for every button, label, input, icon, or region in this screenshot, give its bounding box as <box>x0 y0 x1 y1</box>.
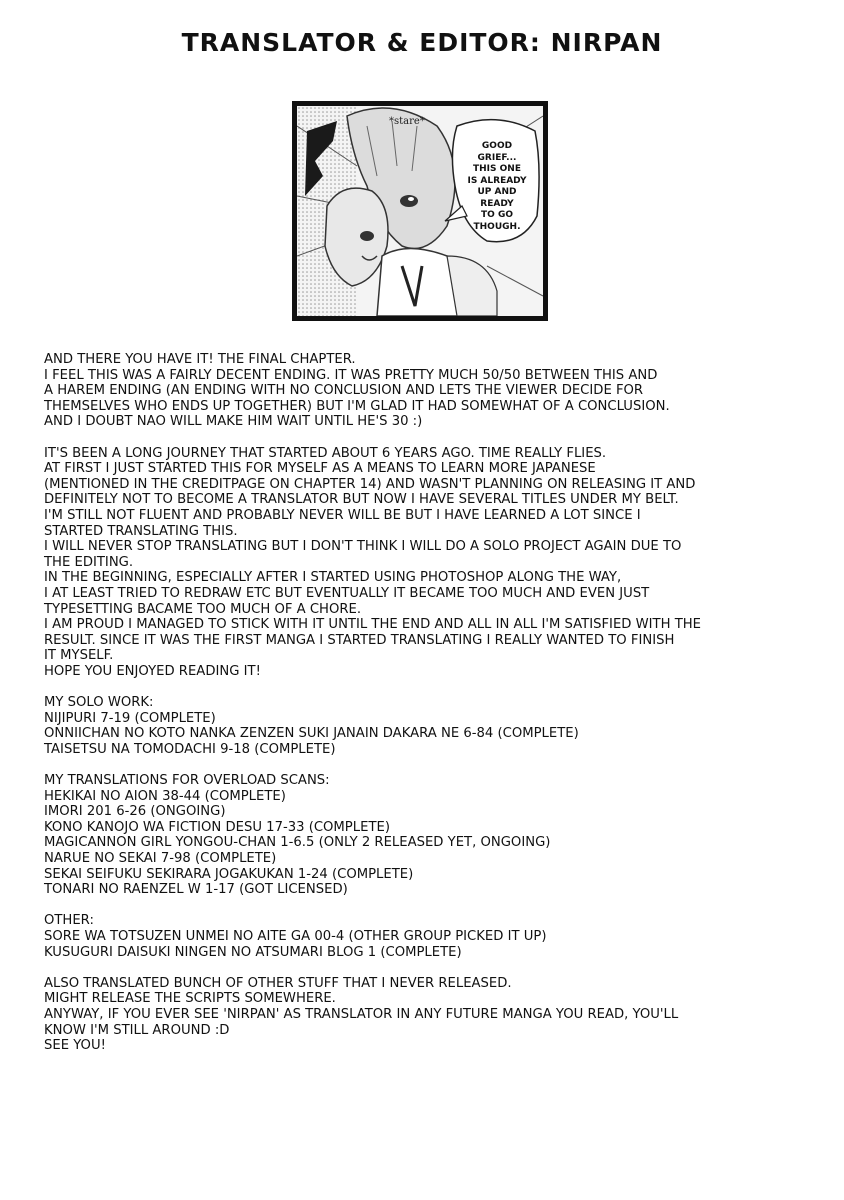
manga-panel-image <box>292 101 548 321</box>
text-line: I'M STILL NOT FLUENT AND PROBABLY NEVER WILL BE BUT I HAVE LEARNED A LOT SINCE I <box>44 507 641 523</box>
bubble-line: READY <box>480 198 514 209</box>
text-line: MAGICANNON GIRL YONGOU-CHAN 1-6.5 (ONLY 2 RELEASED YET, ONGOING) <box>44 835 551 851</box>
paragraph <box>44 976 824 1054</box>
text-line: DEFINITELY NOT TO BECOME A TRANSLATOR BUT NOW I HAVE SEVERAL TITLES UNDER MY BELT. <box>44 492 679 508</box>
text-line: MY TRANSLATIONS FOR OVERLOAD SCANS: <box>44 773 330 789</box>
text-line: HEKIKAI NO AION 38-44 (COMPLETE) <box>44 788 286 804</box>
text-line: THE EDITING. <box>44 554 134 570</box>
text-line: A HAREM ENDING (AN ENDING WITH NO CONCLUSION AND LETS THE VIEWER DECIDE FOR <box>44 383 644 399</box>
text-line: I AM PROUD I MANAGED TO STICK WITH IT UNTIL THE END AND ALL IN ALL I'M SATISFIED WITH THE <box>44 617 702 633</box>
text-line: AND THERE YOU HAVE IT! THE FINAL CHAPTER. <box>44 352 356 367</box>
text-line: STARTED TRANSLATING THIS. <box>44 523 238 539</box>
bubble-line: TO GO <box>481 210 513 220</box>
text-line: IT'S BEEN A LONG JOURNEY THAT STARTED ABOUT 6 YEARS AGO. TIME REALLY FLIES. <box>44 445 607 461</box>
text-line: (MENTIONED IN THE CREDITPAGE ON CHAPTER 14) AND WASN'T PLANNING ON RELEASING IT AND <box>44 476 696 492</box>
bubble-line: GOOD <box>481 141 513 151</box>
text-line: I AT LEAST TRIED TO REDRAW ETC BUT EVENTUALLY IT BECAME TOO MUCH AND EVEN JUST <box>44 585 650 601</box>
text-line: NARUE NO SEKAI 7-98 (COMPLETE) <box>44 851 277 866</box>
paragraph-gap <box>44 430 824 446</box>
text-line: NIJIPURI 7-19 (COMPLETE) <box>44 710 216 726</box>
text-line: TONARI NO RAENZEL W 1-17 (GOT LICENSED) <box>44 882 348 898</box>
sfx-stare: *stare* <box>389 116 425 127</box>
text-line: I WILL NEVER STOP TRANSLATING BUT I DON'T THINK I WILL DO A SOLO PROJECT AGAIN DUE TO <box>44 539 682 555</box>
bubble-line: IS ALREADY <box>467 175 527 186</box>
text-line: KUSUGURI DAISUKI NINGEN NO ATSUMARI BLOG 1 (COMPLETE) <box>44 944 462 960</box>
afterword-text <box>44 352 824 1054</box>
paragraph <box>44 352 824 430</box>
paragraph-gap <box>44 960 824 976</box>
paragraph <box>44 446 824 680</box>
paragraph-gap <box>44 757 824 773</box>
text-line: TYPESETTING BACAME TOO MUCH OF A CHORE. <box>44 601 362 617</box>
text-line: ONNIICHAN NO KOTO NANKA ZENZEN SUKI JANAIN DAKARA NE 6-84 (COMPLETE) <box>44 726 579 742</box>
paragraph <box>44 913 824 960</box>
text-line: SEE YOU! <box>44 1038 106 1054</box>
paragraph <box>44 695 824 757</box>
text-line: SORE WA TOTSUZEN UNMEI NO AITE GA 00-4 (OTHER GROUP PICKED IT UP) <box>44 928 547 944</box>
text-line: IN THE BEGINNING, ESPECIALLY AFTER I STARTED USING PHOTOSHOP ALONG THE WAY, <box>44 570 622 586</box>
text-line: TAISETSU NA TOMODACHI 9-18 (COMPLETE) <box>44 741 336 757</box>
paragraph <box>44 773 824 898</box>
text-line: ALSO TRANSLATED BUNCH OF OTHER STUFF THAT I NEVER RELEASED. <box>44 975 512 991</box>
text-line: IMORI 201 6-26 (ONGOING) <box>44 804 226 820</box>
bubble-line: THOUGH. <box>473 221 521 232</box>
text-line: SEKAI SEIFUKU SEKIRARA JOGAKUKAN 1-24 (COMPLETE) <box>44 866 414 882</box>
bubble-line: GRIEF... <box>477 152 517 163</box>
page-title: TRANSLATOR & EDITOR: NIRPAN <box>181 28 663 57</box>
text-line: AT FIRST I JUST STARTED THIS FOR MYSELF AS A MEANS TO LEARN MORE JAPANESE <box>44 461 596 477</box>
text-line: OTHER: <box>44 913 94 929</box>
text-line: IT MYSELF. <box>44 648 114 664</box>
paragraph-gap <box>44 898 824 914</box>
paragraph-gap <box>44 679 824 695</box>
speech-bubble <box>461 141 533 233</box>
text-line: AND I DOUBT NAO WILL MAKE HIM WAIT UNTIL HE'S 30 :) <box>44 414 423 430</box>
text-line: I FEEL THIS WAS A FAIRLY DECENT ENDING. IT WAS PRETTY MUCH 50/50 BETWEEN THIS AND <box>44 367 658 383</box>
text-line: MY SOLO WORK: <box>44 695 154 711</box>
text-line: KNOW I'M STILL AROUND :D <box>44 1022 230 1038</box>
text-line: ANYWAY, IF YOU EVER SEE 'NIRPAN' AS TRANSLATOR IN ANY FUTURE MANGA YOU READ, YOU'LL <box>44 1006 679 1022</box>
text-line: MIGHT RELEASE THE SCRIPTS SOMEWHERE. <box>44 991 336 1007</box>
text-line: HOPE YOU ENJOYED READING IT! <box>44 663 261 679</box>
text-line: THEMSELVES WHO ENDS UP TOGETHER) BUT I'M GLAD IT HAD SOMEWHAT OF A CONCLUSION. <box>44 398 670 414</box>
bubble-line: UP AND <box>477 187 517 197</box>
text-line: RESULT. SINCE IT WAS THE FIRST MANGA I STARTED TRANSLATING I REALLY WANTED TO FINISH <box>44 632 675 648</box>
text-line: KONO KANOJO WA FICTION DESU 17-33 (COMPLETE) <box>44 819 390 835</box>
bubble-line: THIS ONE <box>473 164 521 174</box>
